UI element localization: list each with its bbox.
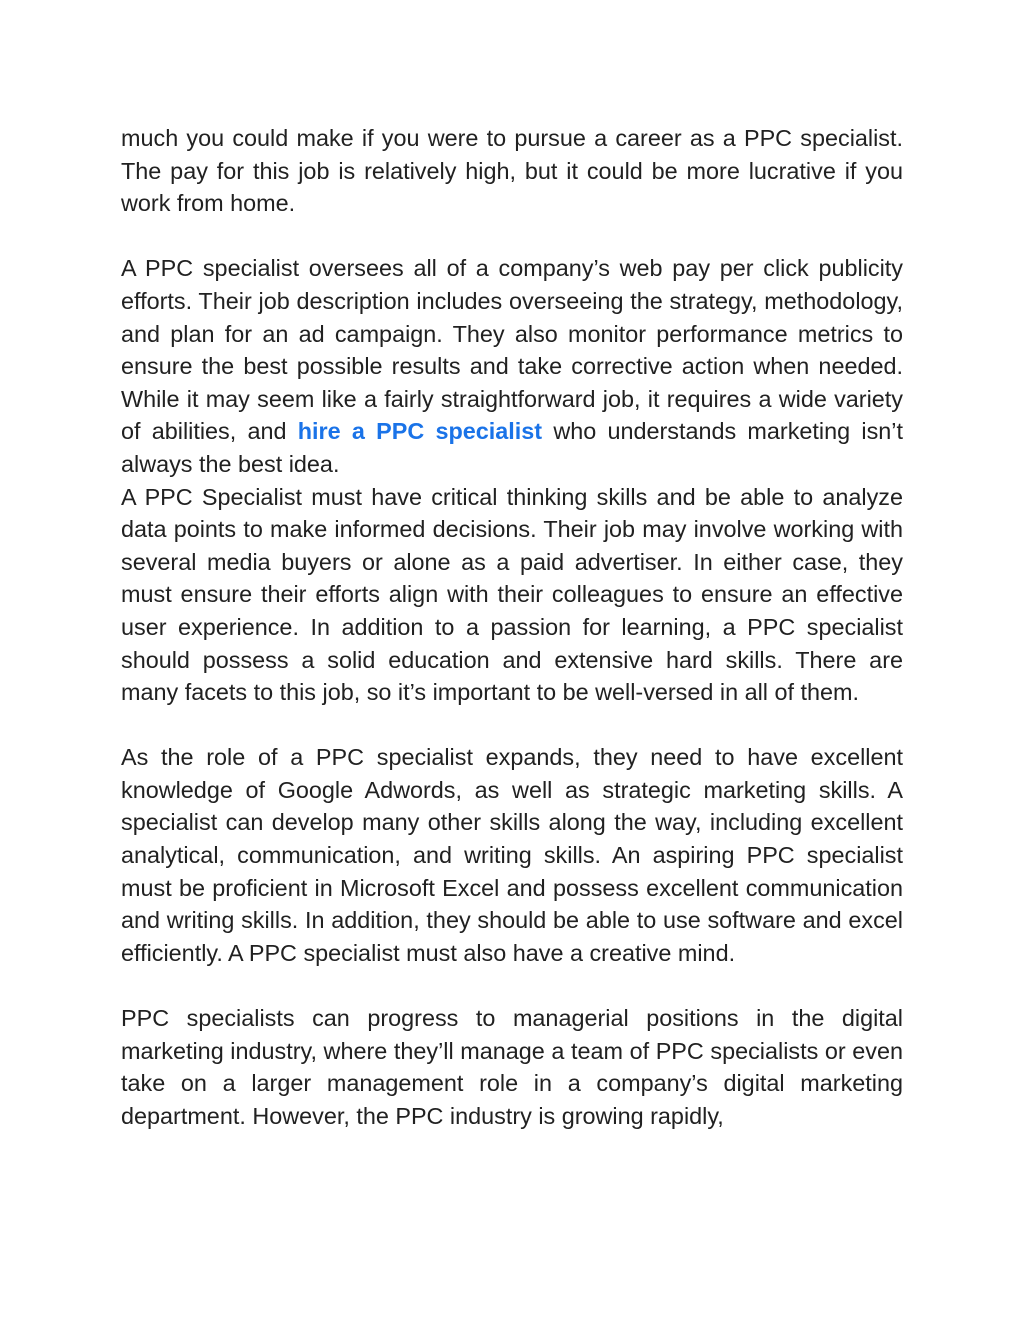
paragraph-critical-thinking: A PPC Specialist must have critical thinking skills and be able to analyze data points to make informed decisions. Their job may involve working with several media buyers or alone as a paid advertiser. In either case, they must ensure their efforts align with their colleagues to ensure an effective user experience. In addition to a passion for learning, a PPC specialist should possess a solid education and extensive hard skills. There are many facets to this job, so it’s important to be well-versed in all of them. xyxy=(121,483,903,706)
paragraph-role-overview-text: A PPC specialist oversees all of a company’s web pay per click publicity efforts. Their job description includes overseeing the strategy, methodology, and plan for an ad campaign. They also monitor performance metrics to ensure the best possible results and take corrective action when needed. While it may seem like a fairly straightforward job, it requires a wide variety of abilities, and xyxy=(121,255,903,445)
hire-ppc-specialist-link[interactable]: hire a PPC specialist xyxy=(297,418,543,445)
paragraph-role-overview-tail: who understands marketing isn’t always the best idea. xyxy=(121,418,903,477)
paragraph-spacer xyxy=(121,969,903,1002)
paragraph-spacer xyxy=(121,220,903,253)
paragraph-career-pay: much you could make if you were to pursue a career as a PPC specialist. The pay for this job is relatively high, but it could be more lucrative if you work from home. xyxy=(121,125,903,217)
document-page xyxy=(121,122,903,1132)
paragraph-skills: As the role of a PPC specialist expands, they need to have excellent knowledge of Google Adwords, as well as strategic marketing skills. A specialist can develop many other skills along the way, including excellent analytical, communication, and writing skills. An aspiring PPC specialist must be proficient in Microsoft Excel and possess excellent communication and writing skills. In addition, they should be able to use software and excel efficiently. A PPC specialist must also have a creative mind. xyxy=(121,744,903,966)
paragraph-career-progression: PPC specialists can progress to managerial positions in the digital marketing industry, where they’ll manage a team of PPC specialists or even take on a larger management role in a company’s digital marketing department. However, the PPC industry is growing rapidly, xyxy=(121,1005,903,1129)
paragraph-role-overview xyxy=(121,252,903,480)
paragraph-spacer xyxy=(121,709,903,742)
